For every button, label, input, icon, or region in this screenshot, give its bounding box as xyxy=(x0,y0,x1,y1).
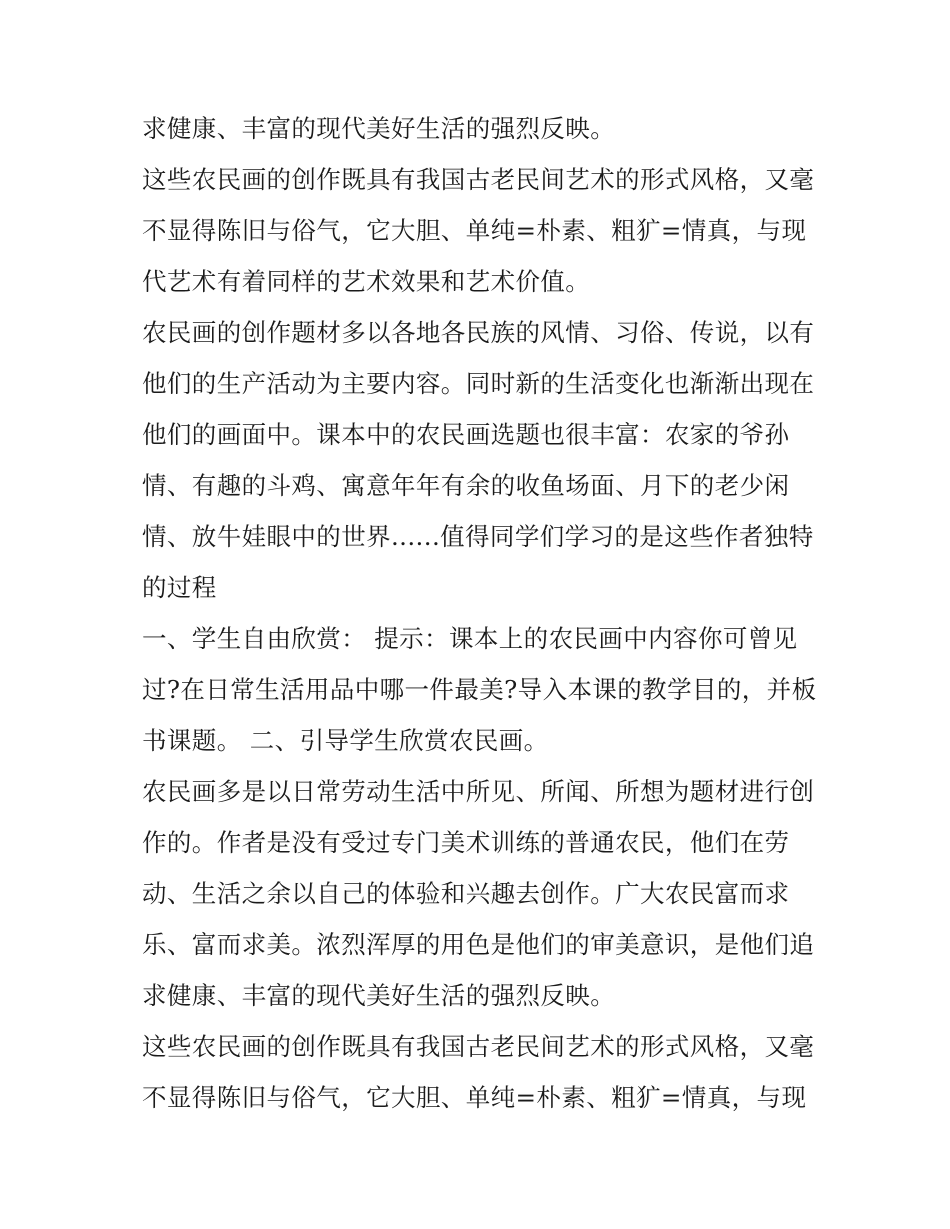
text-line: 情、有趣的斗鸡、寓意年年有余的收鱼场面、月下的老少闲 xyxy=(142,471,790,500)
text-line: 乐、富而求美。浓烈浑厚的用色是他们的审美意识，是他们追 xyxy=(142,930,815,959)
document-body xyxy=(142,103,822,1123)
text-line: 求健康、丰富的现代美好生活的强烈反映。 xyxy=(142,981,616,1010)
text-line: 这些农民画的创作既具有我国古老民间艺术的形式风格，又毫 xyxy=(142,1032,815,1061)
text-line: 他们的画面中。课本中的农民画选题也很丰富：农家的爷孙 xyxy=(142,420,790,449)
text-line: 作的。作者是没有受过专门美术训练的普通农民，他们在劳 xyxy=(142,828,790,857)
text-line: 动、生活之余以自己的体验和兴趣去创作。广大农民富而求 xyxy=(142,879,790,908)
text-line: 的过程 xyxy=(142,573,217,602)
text-line: 一、学生自由欣赏： 提示：课本上的农民画中内容你可曾见 xyxy=(142,624,798,653)
text-line: 农民画多是以日常劳动生活中所见、所闻、所想为题材进行创 xyxy=(142,777,815,806)
text-line: 求健康、丰富的现代美好生活的强烈反映。 xyxy=(142,114,616,143)
text-line: 过?在日常生活用品中哪一件最美?导入本课的教学目的，并板 xyxy=(142,675,817,704)
text-line: 情、放牛娃眼中的世界......值得同学们学习的是这些作者独特 xyxy=(142,522,814,551)
text-line: 农民画的创作题材多以各地各民族的风情、习俗、传说，以有 xyxy=(142,318,815,347)
text-line: 不显得陈旧与俗气，它大胆、单纯=朴素、粗犷=情真，与现 xyxy=(142,216,807,245)
text-line: 这些农民画的创作既具有我国古老民间艺术的形式风格，又毫 xyxy=(142,165,815,194)
text-line: 书课题。 二、引导学生欣赏农民画。 xyxy=(142,726,549,755)
text-line: 他们的生产活动为主要内容。同时新的生活变化也渐渐出现在 xyxy=(142,369,815,398)
text-line: 代艺术有着同样的艺术效果和艺术价值。 xyxy=(142,267,591,296)
text-line: 不显得陈旧与俗气，它大胆、单纯=朴素、粗犷=情真，与现 xyxy=(142,1083,807,1112)
